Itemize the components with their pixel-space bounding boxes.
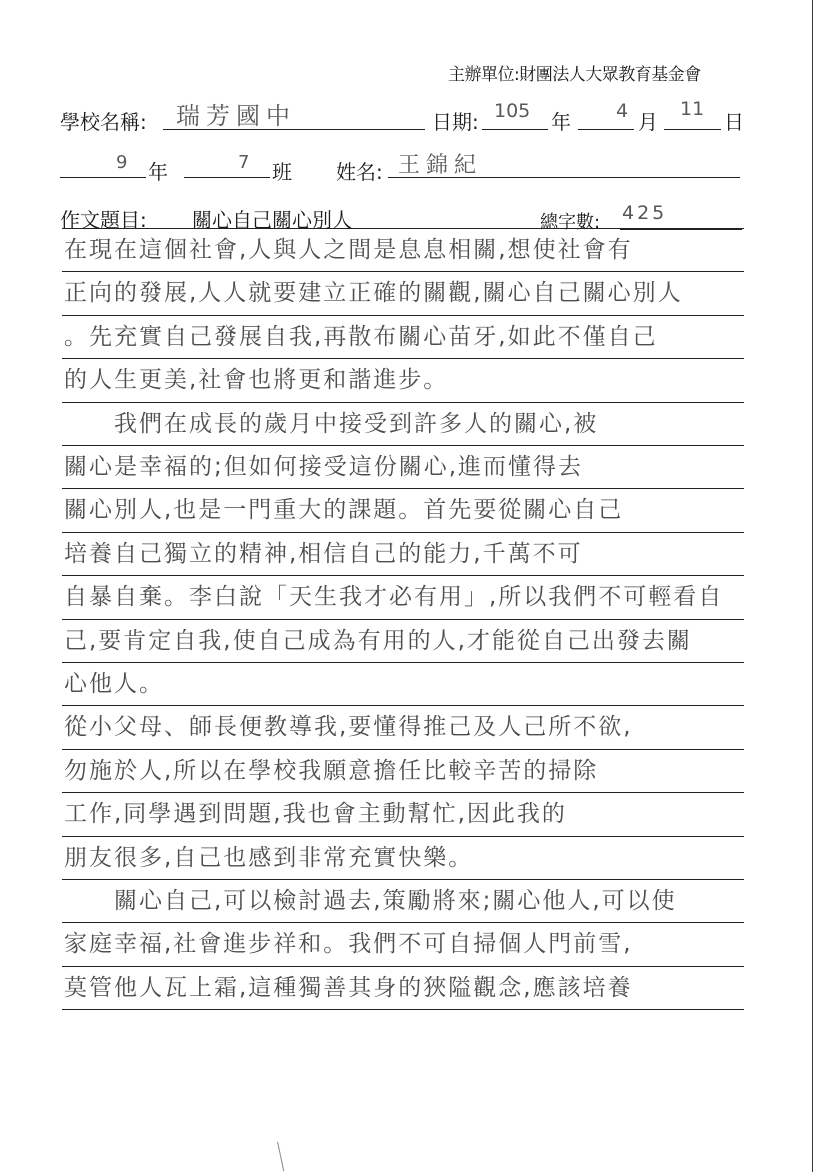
essay-line: 心他人。 (64, 671, 164, 697)
date-day-value: 11 (680, 98, 705, 120)
essay-line: 正向的發展,人人就要建立正確的關觀,關心自己關心別人 (64, 280, 683, 307)
name-value: 王錦紀 (398, 153, 483, 178)
essay-line: 勿施於人,所以在學校我願意擔任比較辛苦的掃除 (64, 757, 599, 784)
ruled-line (62, 966, 744, 967)
date-year-underline (482, 129, 548, 130)
organizer-text: 主辦單位:財團法人大眾教育基金會 (448, 65, 701, 85)
day-label: 日 (724, 110, 744, 134)
pen-mark (277, 1139, 298, 1171)
name-label: 姓名: (336, 160, 383, 184)
school-underline (163, 129, 425, 130)
ruled-line (62, 749, 744, 750)
date-label: 日期: (432, 110, 479, 134)
ruled-line (62, 315, 744, 316)
ruled-line (62, 575, 744, 576)
year-label: 年 (551, 110, 571, 134)
date-year-value: 105 (494, 100, 531, 122)
school-label: 學校名稱: (60, 110, 147, 134)
essay-line: 的人生更美,社會也將更和諧進步。 (64, 367, 449, 394)
ruled-line (62, 879, 744, 880)
ruled-line (62, 228, 744, 229)
class-label: 班 (272, 160, 292, 184)
essay-line: 自暴自棄。李白說「天生我才必有用」,所以我們不可輕看自 (64, 584, 724, 611)
ruled-line (62, 922, 744, 923)
essay-line: 培養自己獨立的精神,相信自己的能力,千萬不可 (64, 540, 583, 567)
essay-line: 在現在這個社會,人與人之間是息息相關,想使社會有 (64, 237, 633, 263)
month-label: 月 (638, 110, 658, 134)
topic-title: 關心自己關心別人 (192, 208, 352, 232)
page-edge (812, 0, 813, 1172)
grade-value: 9 (116, 152, 128, 173)
ruled-line (62, 271, 744, 272)
ruled-line (62, 532, 744, 533)
essay-line: 。先充實自己發展自我,再散布關心苗牙,如此不僅自己 (64, 323, 658, 350)
ruled-line (62, 705, 744, 706)
date-month-underline (578, 129, 634, 130)
ruled-line (62, 488, 744, 489)
ruled-line (62, 445, 744, 446)
ruled-line (62, 1009, 744, 1010)
name-underline (388, 177, 740, 178)
essay-line: 朋友很多,自己也感到非常充實快樂。 (64, 844, 474, 871)
ruled-line (62, 792, 744, 793)
ruled-line (62, 836, 744, 837)
ruled-line (62, 358, 744, 359)
essay-line: 關心自己,可以檢討過去,策勵將來;關心他人,可以使 (64, 888, 677, 914)
date-day-underline (664, 129, 721, 130)
essay-line: 莫管他人瓦上霜,這種獨善其身的狹隘觀念,應該培養 (64, 974, 633, 1001)
essay-line: 家庭幸福,社會進步祥和。我們不可自掃個人門前雪, (64, 931, 633, 958)
word-count-label: 總字數: (540, 212, 601, 233)
essay-line: 工作,同學遇到問題,我也會主動幫忙,因此我的 (64, 801, 567, 828)
school-value: 瑞芳國中 (176, 102, 296, 130)
class-underline (184, 177, 270, 178)
word-count-value: 425 (622, 202, 668, 224)
word-count-underline (620, 229, 742, 230)
topic-label: 作文題目: (60, 208, 147, 232)
ruled-line (62, 402, 744, 403)
essay-line: 己,要肯定自我,使自己成為有用的人,才能從自己出發去關 (64, 627, 692, 654)
essay-line: 關心別人,也是一門重大的課題。首先要從關心自己 (64, 497, 624, 524)
class-value: 7 (238, 152, 250, 173)
grade-underline (60, 177, 146, 178)
ruled-line (62, 619, 744, 620)
essay-line: 我們在成長的歲月中接受到許多人的關心,被 (64, 410, 599, 437)
essay-line: 從小父母、師長便教導我,要懂得推己及人己所不欲, (64, 714, 633, 741)
grade-label: 年 (148, 160, 168, 184)
date-month-value: 4 (616, 100, 629, 122)
essay-line: 關心是幸福的;但如何接受這份關心,進而懂得去 (64, 454, 584, 480)
ruled-line (62, 662, 744, 663)
